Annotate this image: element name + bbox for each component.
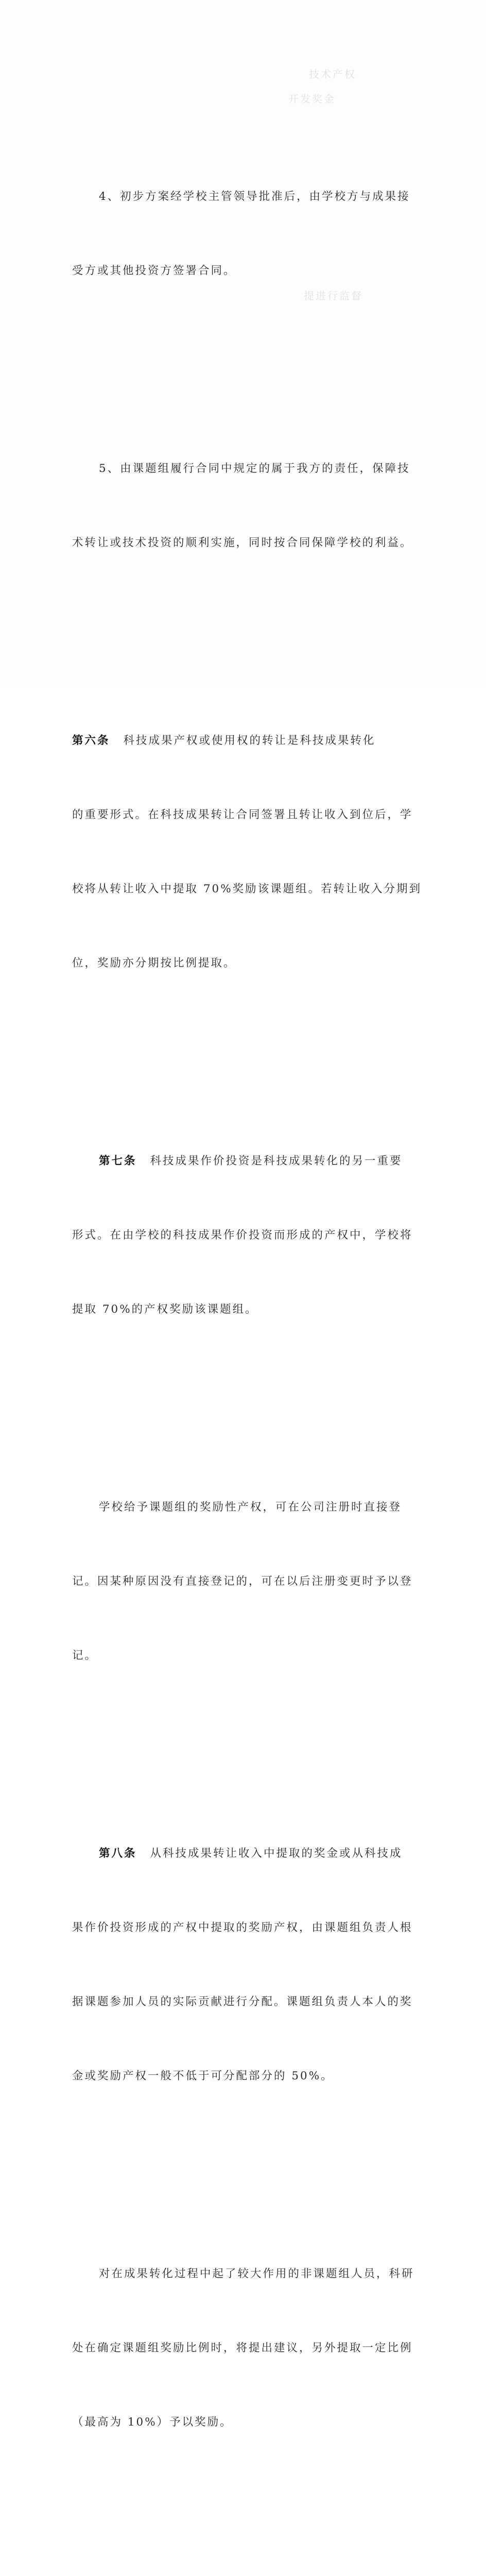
text-line: 术转让或技术投资的顺利实施，同时按合同保障学校的利益。 [72,536,413,549]
text-line: 位，奖励亦分期按比例提取。 [72,957,236,970]
text-line: 形式。在由学校的科技成果作价投资而形成的产权中，学校将 [72,1229,413,1242]
text-line: 从科技成果转让收入中提取的奖金或从科技成 [150,1847,403,1860]
text-line: 5、由课题组履行合同中规定的属于我方的责任，保障技 [99,462,410,475]
article-heading: 第七条 [99,1155,137,1167]
text-line: 的重要形式。在科技成果转让合同签署且转让收入到位后，学 [72,808,413,821]
text-line: 金或奖励产权一般不低于可分配部分的 50%。 [72,2070,334,2082]
article-6 [72,679,422,1025]
text-line: 记。因某种原因没有直接登记的，可在以后注册变更时予以登 [72,1575,413,1588]
paragraph-item-4 [72,135,422,333]
text-line: （最高为 10%）予以奖励。 [72,2416,233,2429]
article-8 [72,1792,422,2138]
text-line: 科技成果产权或使用权的转让是科技成果转化 [123,734,376,747]
text-line: 处在确定课题组奖励比例时，将提出建议，另外提取一定比例 [72,2342,413,2354]
show-through-text: 技术产权 [309,68,356,80]
article-9 [72,2558,422,2576]
text-line: 受方或其他投资方签署合同。 [72,264,236,277]
text-line: 果作价投资形成的产权中提取的奖励产权，由课题组负责人根 [72,1921,413,1934]
text-line: 提取 70%的产权奖励该课题组。 [72,1303,258,1316]
text-line: 据课题参加人员的实际贡献进行分配。课题组负责人本人的奖 [72,1995,413,2008]
article-8-paragraph-2 [72,2212,422,2484]
text-line: 4、初步方案经学校主管领导批准后，由学校方与成果接 [99,190,410,203]
text-line: 科技成果作价投资是科技成果转化的另一重要 [150,1155,403,1167]
paragraph-item-5 [72,407,422,605]
show-through-text: 提进行监督 [304,290,363,302]
document-body [72,61,422,2576]
text-line: 学校给予课题组的奖励性产权，可在公司注册时直接登 [99,1501,402,1514]
text-line: 校将从转让收入中提取 70%奖励该课题组。若转让收入分期到 [72,883,422,895]
article-7-paragraph-2 [72,1446,422,1718]
article-heading: 第六条 [72,734,110,747]
text-line: 对在成果转化过程中起了较大作用的非课题组人员，科研 [99,2267,414,2280]
article-7 [72,1099,422,1371]
article-heading: 第八条 [99,1847,137,1860]
show-through-text: 开发奖金 [288,93,336,105]
text-line: 记。 [72,1649,98,1662]
